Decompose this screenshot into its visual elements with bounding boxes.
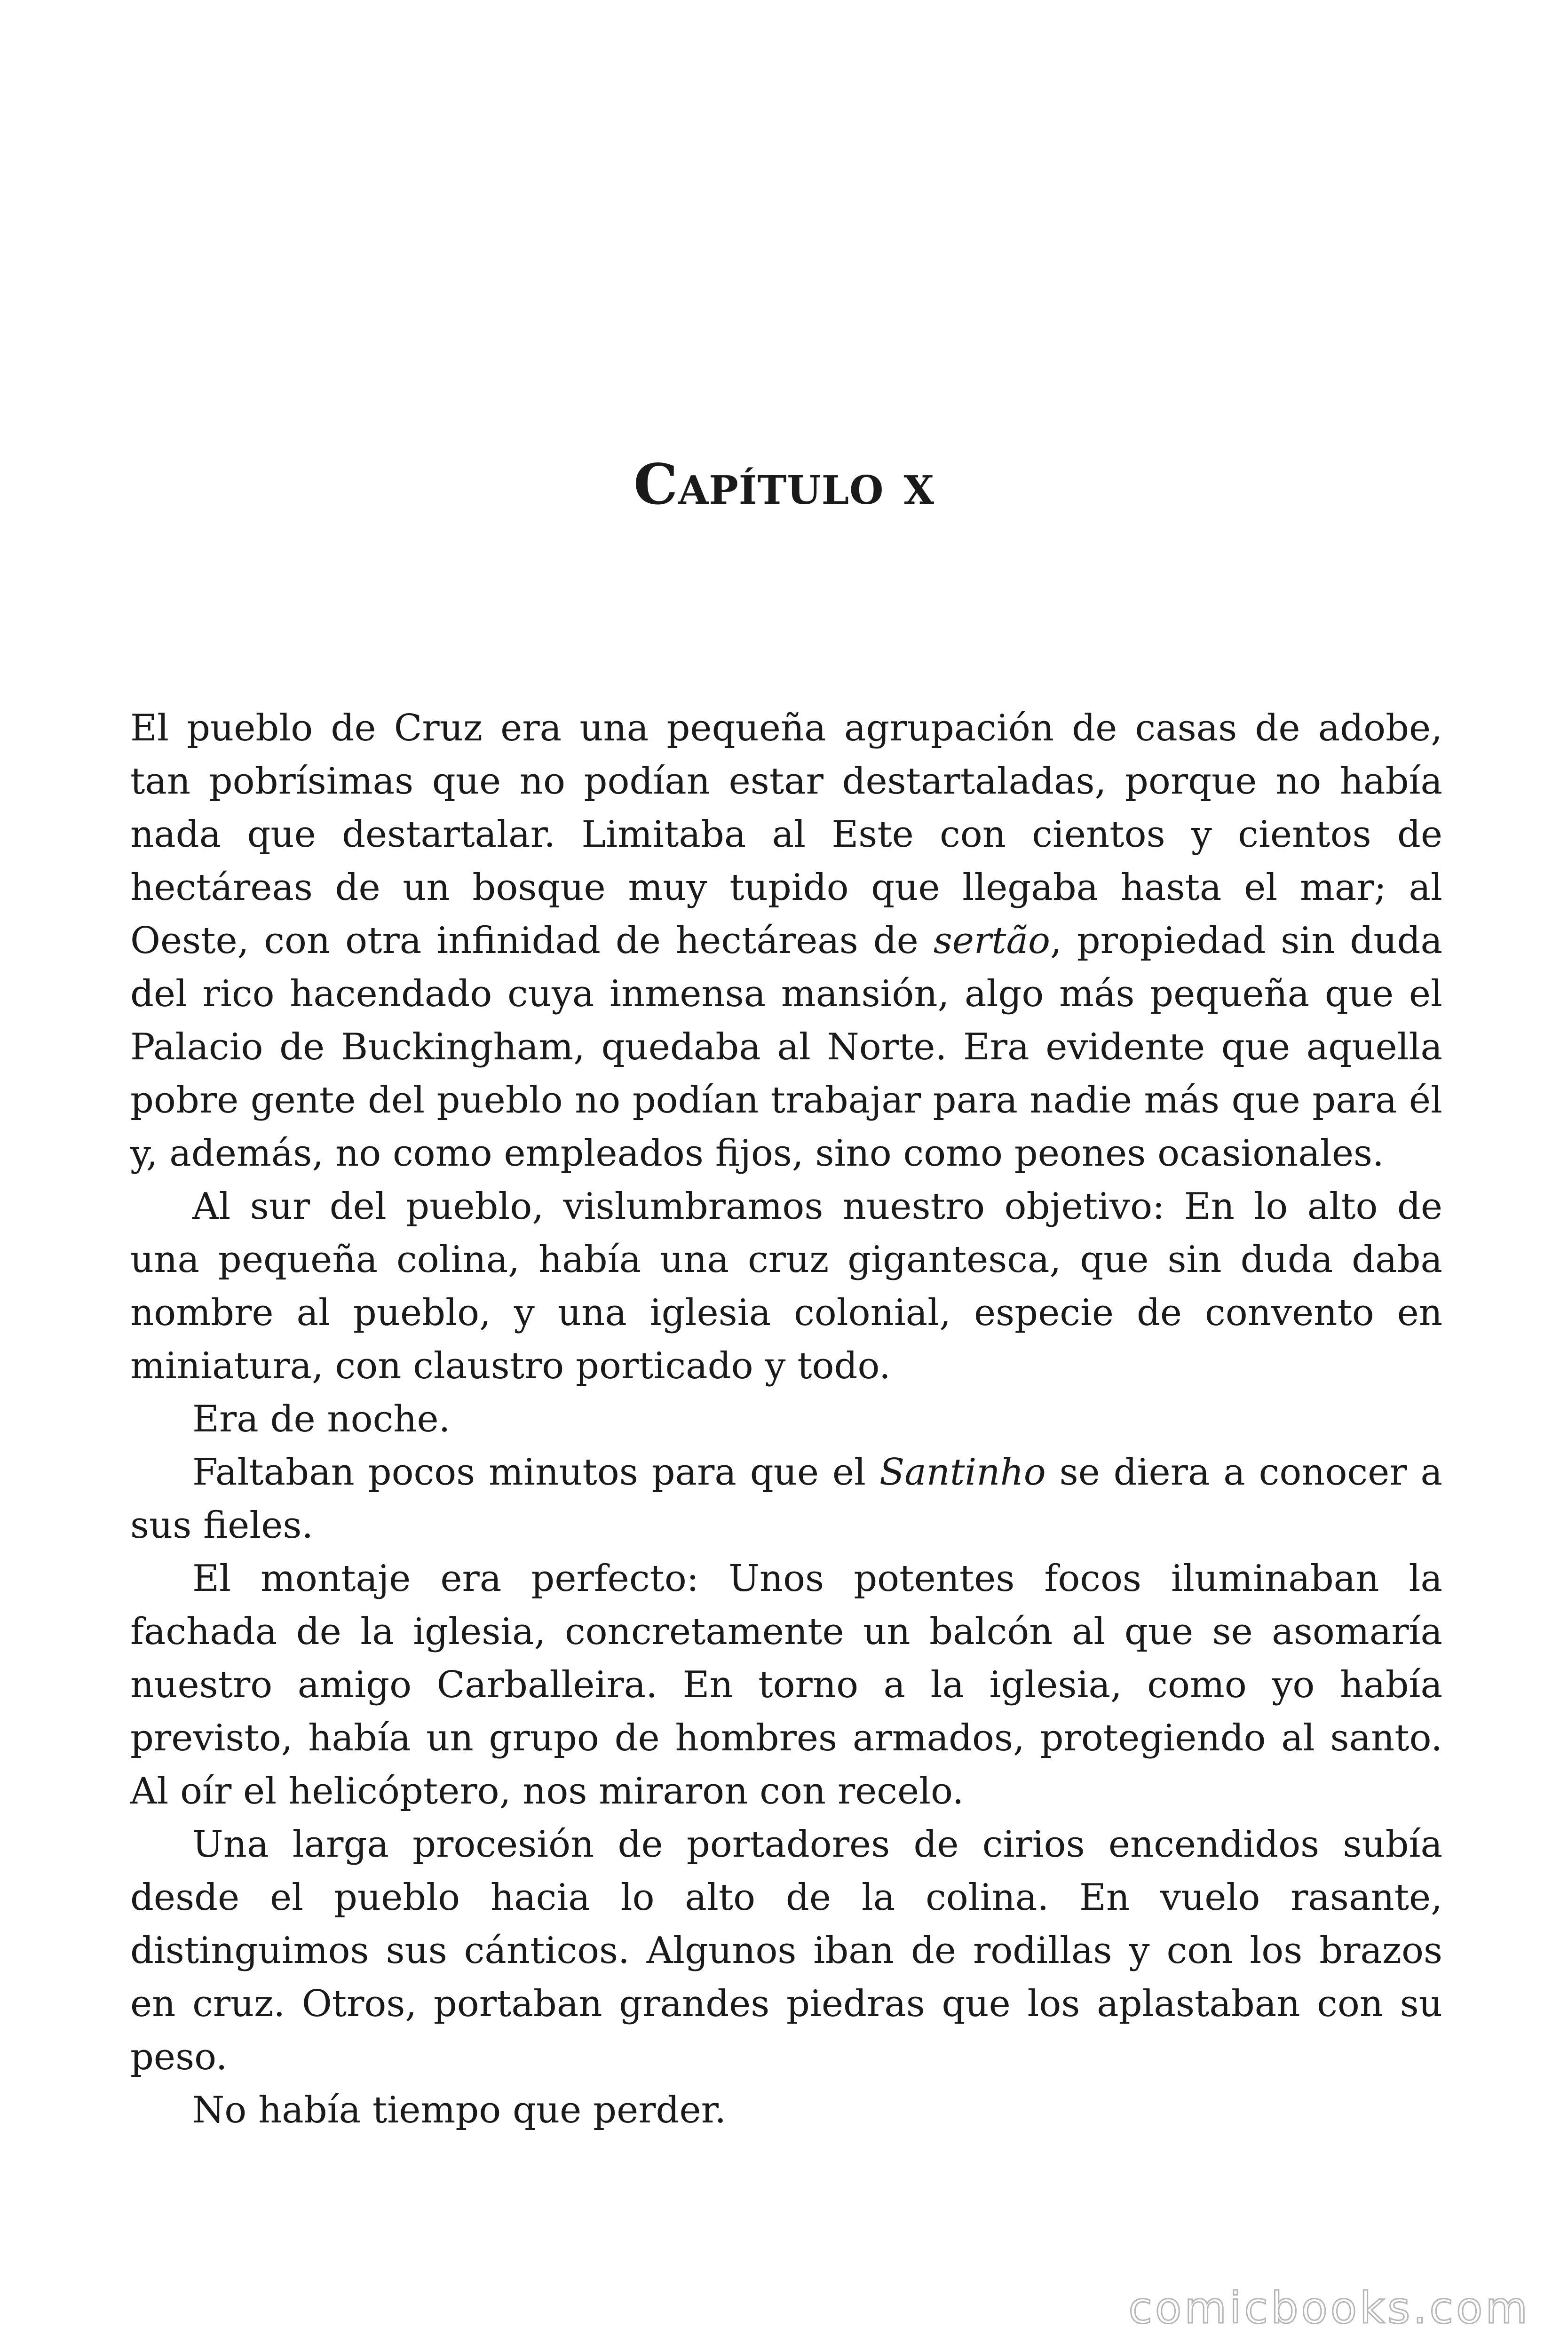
chapter-body: [130, 702, 1442, 2137]
chapter-title: Capítulo x: [634, 452, 934, 517]
paragraph-4-text-1: Faltaban pocos minutos para que el: [192, 1451, 879, 1494]
paragraph-1-text-1: El pueblo de Cruz era una pequeña agrupación de casas de adobe, tan pobrísimas que no podían estar destartaladas, porque no había nada que destartalar. Limitaba al Este con cientos y cientos de hectáreas de un bosque muy tupido que llegaba hasta el mar; al Oeste, con otra infinidad de hectáreas de: [130, 707, 1442, 962]
paragraph-7-text: No había tiempo que perder.: [192, 2089, 727, 2131]
paragraph-4-italic-name: Santinho: [879, 1451, 1046, 1494]
watermark: comicbooks.com: [1128, 2283, 1530, 2333]
paragraph-1: [130, 702, 1442, 1180]
paragraph-3-text: Era de noche.: [192, 1398, 451, 1440]
paragraph-4-text-2: se diera a conocer a sus fieles.: [130, 1451, 1442, 1547]
paragraph-5: [130, 1552, 1442, 1818]
paragraph-2-text: Al sur del pueblo, vislumbramos nuestro objetivo: En lo alto de una pequeña colina, había una cruz gigantesca, que sin duda daba nombre al pueblo, y una iglesia colonial, especie de convento en miniatura, con claustro porticado y todo.: [130, 1185, 1442, 1387]
paragraph-1-italic-term: sertão: [933, 920, 1051, 962]
paragraph-7: [130, 2084, 1442, 2137]
paragraph-5-text: El montaje era perfecto: Unos potentes focos iluminaban la fachada de la iglesia, concretamente un balcón al que se asomaría nuestro amigo Carballeira. En torno a la iglesia, como yo había previsto, había un grupo de hombres armados, protegiendo al santo. Al oír el helicóptero, nos miraron con recelo.: [130, 1557, 1442, 1812]
paragraph-6: [130, 1818, 1442, 2084]
paragraph-2: [130, 1180, 1442, 1393]
paragraph-4: [130, 1446, 1442, 1552]
paragraph-6-text: Una larga procesión de portadores de cirios encendidos subía desde el pueblo hacia lo alto de la colina. En vuelo rasante, distinguimos sus cánticos. Algunos iban de rodillas y con los brazos en cruz. Otros, portaban grandes piedras que los aplastaban con su peso.: [130, 1823, 1442, 2078]
paragraph-3: [130, 1393, 1442, 1446]
paragraph-1-text-2: , propiedad sin duda del rico hacendado cuya inmensa mansión, algo más pequeña que el Palacio de Buckingham, quedaba al Norte. Era evidente que aquella pobre gente del pueblo no podían trabajar para nadie más que para él y, además, no como empleados fijos, sino como peones ocasionales.: [130, 920, 1442, 1175]
